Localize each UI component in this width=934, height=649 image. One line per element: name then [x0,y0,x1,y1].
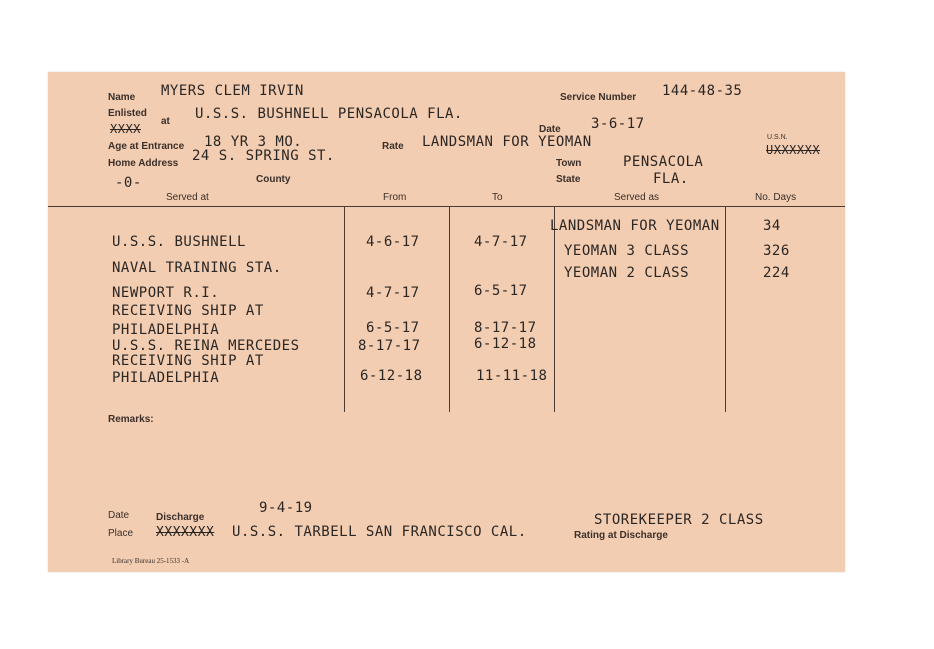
service-record-card [48,72,845,572]
served-at-entry: U.S.S. REINA MERCEDES [112,338,300,354]
served-at-entry: RECEIVING SHIP AT [112,303,264,319]
place-label: Place [108,528,134,539]
usn-label: U.S.N. [767,134,788,141]
column-divider-from [344,207,345,412]
to-date: 6-12-18 [474,336,537,352]
from-date: 4-7-17 [366,285,420,301]
served-at-entry: PHILADELPHIA [112,322,220,338]
from-header: From [383,192,407,203]
rating-at-discharge-value: STOREKEEPER 2 CLASS [594,512,764,528]
enlisted-label: Enlisted [108,108,147,119]
printer-imprint: Library Bureau 25-1533 -A [112,557,190,565]
discharge-place-value: U.S.S. TARBELL SAN FRANCISCO CAL. [232,524,527,540]
date-value: 3-6-17 [591,116,645,132]
enlisted-struck-value: XXXX [110,122,141,136]
days-entry: 34 [763,218,781,234]
service-number-value: 144-48-35 [662,83,743,99]
state-label: State [556,174,581,185]
remarks-label: Remarks: [108,414,154,425]
to-date: 8-17-17 [474,320,537,336]
enlisted-at-value: U.S.S. BUSHNELL PENSACOLA FLA. [195,106,463,122]
days-entry: 224 [763,265,790,281]
rate-label: Rate [382,141,404,152]
name-value: MYERS CLEM IRVIN [161,83,304,99]
from-date: 6-12-18 [360,368,423,384]
home-address-label: Home Address [108,158,179,169]
place-struck-value: XXXXXXX [156,525,215,540]
served-as-entry: YEOMAN 3 CLASS [564,243,690,259]
days-entry: 326 [763,243,790,259]
served-at-header: Served at [166,192,209,203]
rating-at-discharge-label: Rating at Discharge [574,530,668,541]
county-label: County [256,174,291,185]
from-date: 8-17-17 [358,338,421,354]
usn-struck-value: UXXXXXX [766,143,821,157]
from-date: 6-5-17 [366,320,420,336]
age-at-entrance-label: Age at Entrance [108,141,185,152]
served-at-entry: RECEIVING SHIP AT [112,353,264,369]
discharge-label: Discharge [156,512,205,523]
home-address-value: 24 S. SPRING ST. [192,148,335,164]
at-label: at [161,116,170,127]
column-divider-days [725,207,726,412]
served-as-entry: YEOMAN 2 CLASS [564,265,690,281]
age-value: 18 YR 3 MO. [204,134,303,150]
to-date: 11-11-18 [476,368,548,384]
column-divider-to [449,207,450,412]
discharge-date-value: 9-4-19 [259,500,313,516]
name-label: Name [108,92,136,103]
discharge-date-label: Date [108,510,130,521]
served-at-entry: PHILADELPHIA [112,370,220,386]
state-value: FLA. [653,171,689,187]
town-label: Town [556,158,582,169]
served-at-entry: NAVAL TRAINING STA. [112,260,282,276]
column-divider-served-as [554,207,555,412]
service-number-label: Service Number [560,92,637,103]
to-header: To [492,192,503,203]
served-as-entry: LANDSMAN FOR YEOMAN [550,218,720,234]
to-date: 4-7-17 [474,234,528,250]
county-value: -0- [115,175,142,191]
date-label: Date [539,124,561,135]
from-date: 4-6-17 [366,234,420,250]
rate-value: LANDSMAN FOR YEOMAN [422,134,592,150]
served-as-header: Served as [614,192,660,203]
town-value: PENSACOLA [623,154,704,170]
no-days-header: No. Days [755,192,797,203]
to-date: 6-5-17 [474,283,528,299]
served-at-entry: U.S.S. BUSHNELL [112,234,246,250]
served-at-entry: NEWPORT R.I. [112,285,220,301]
